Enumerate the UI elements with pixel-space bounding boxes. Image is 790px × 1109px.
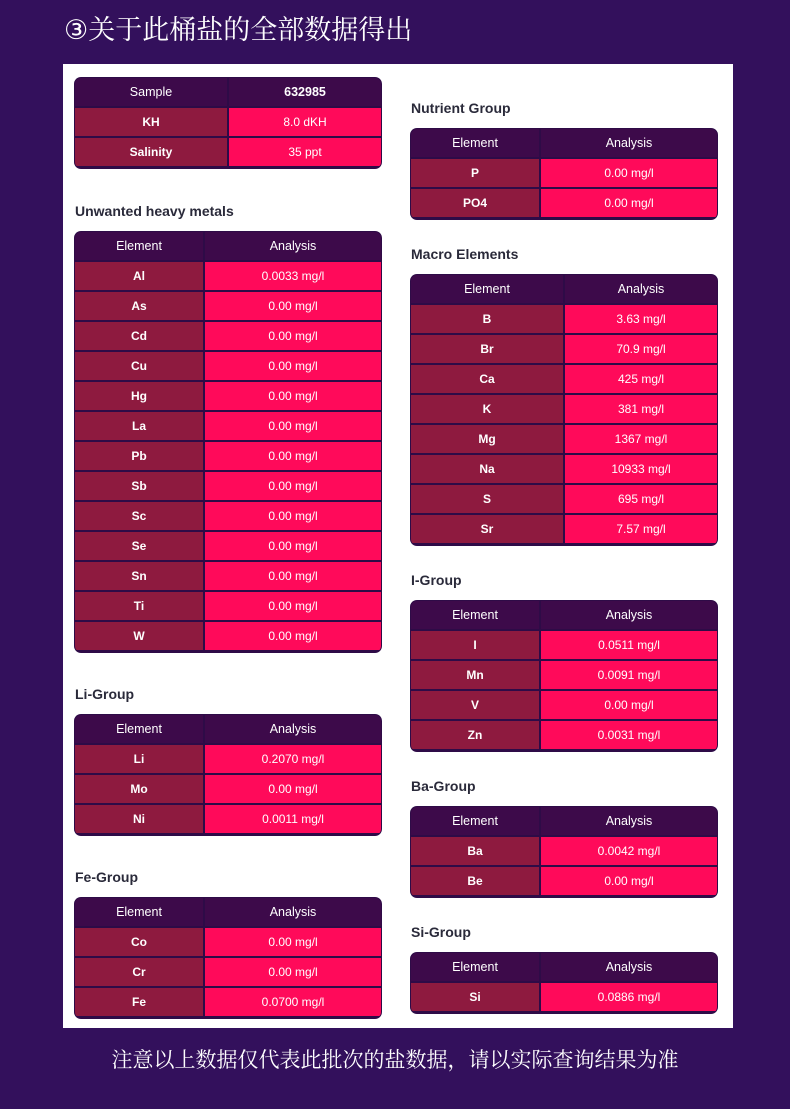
analysis-cell: 0.0042 mg/l <box>541 837 717 865</box>
table-row <box>411 629 717 659</box>
analysis-cell: 0.00 mg/l <box>541 867 717 895</box>
table-header-row <box>411 275 717 303</box>
fe-group-table <box>75 898 381 1018</box>
analysis-cell: 0.00 mg/l <box>205 292 381 320</box>
analysis-cell: 0.0033 mg/l <box>205 262 381 290</box>
element-cell: Hg <box>75 382 203 410</box>
table-row <box>75 530 381 560</box>
analysis-cell: 0.00 mg/l <box>205 958 381 986</box>
analysis-cell: 0.00 mg/l <box>205 928 381 956</box>
analysis-cell: 10933 mg/l <box>565 455 717 483</box>
analysis-cell: 695 mg/l <box>565 485 717 513</box>
element-cell: Mn <box>411 661 539 689</box>
element-cell: Cr <box>75 958 203 986</box>
element-column-header: Element <box>75 898 203 926</box>
analysis-cell: 0.00 mg/l <box>541 189 717 217</box>
table-row <box>75 106 381 136</box>
table-header-row <box>411 601 717 629</box>
table-row <box>411 333 717 363</box>
element-cell: Pb <box>75 442 203 470</box>
table-row <box>75 986 381 1016</box>
element-cell: Ti <box>75 592 203 620</box>
parameter-cell: Salinity <box>75 138 227 166</box>
sample-rows <box>75 106 381 166</box>
section-title-macro-elements: Macro Elements <box>411 246 519 262</box>
analysis-cell: 0.00 mg/l <box>205 502 381 530</box>
table-row <box>75 260 381 290</box>
heavy-metals-table <box>75 232 381 652</box>
table-header-row <box>411 807 717 835</box>
table-row <box>75 956 381 986</box>
analysis-column-header: Analysis <box>205 232 381 260</box>
table-row <box>411 981 717 1011</box>
element-cell: Sn <box>75 562 203 590</box>
table-row <box>75 500 381 530</box>
element-cell: I <box>411 631 539 659</box>
analysis-cell: 3.63 mg/l <box>565 305 717 333</box>
nutrient-group-table <box>411 129 717 219</box>
section-title-li-group: Li-Group <box>75 686 135 702</box>
table-row <box>411 157 717 187</box>
analysis-column-header: Analysis <box>541 807 717 835</box>
table-row <box>411 689 717 719</box>
section-title-si-group: Si-Group <box>411 924 471 940</box>
parameter-value-cell: 8.0 dKH <box>229 108 381 136</box>
analysis-cell: 0.00 mg/l <box>205 442 381 470</box>
element-cell: Mg <box>411 425 563 453</box>
table-row <box>411 453 717 483</box>
table-row <box>411 659 717 689</box>
element-cell: Be <box>411 867 539 895</box>
analysis-cell: 0.2070 mg/l <box>205 745 381 773</box>
analysis-cell: 0.0031 mg/l <box>541 721 717 749</box>
element-cell: Sc <box>75 502 203 530</box>
sample-label: Sample <box>75 78 227 106</box>
element-column-header: Element <box>411 601 539 629</box>
element-cell: V <box>411 691 539 719</box>
section-title-nutrient-group: Nutrient Group <box>411 100 511 116</box>
sample-header-row <box>75 78 381 106</box>
left-column <box>75 78 381 1018</box>
table-row <box>411 513 717 543</box>
element-cell: Ba <box>411 837 539 865</box>
page-title: ③关于此桶盐的全部数据得出 <box>64 15 413 46</box>
section-title-heavy-metals: Unwanted heavy metals <box>75 203 234 219</box>
analysis-column-header: Analysis <box>565 275 717 303</box>
parameter-cell: KH <box>75 108 227 136</box>
element-cell: Zn <box>411 721 539 749</box>
section-title-fe-group: Fe-Group <box>75 869 138 885</box>
analysis-cell: 0.00 mg/l <box>205 775 381 803</box>
analysis-column-header: Analysis <box>541 953 717 981</box>
element-cell: Ni <box>75 805 203 833</box>
right-column <box>411 78 717 1013</box>
table-row <box>75 136 381 166</box>
i-group-table <box>411 601 717 751</box>
table-row <box>75 410 381 440</box>
table-row <box>75 926 381 956</box>
table-row <box>75 290 381 320</box>
analysis-cell: 70.9 mg/l <box>565 335 717 363</box>
table-row <box>411 483 717 513</box>
element-column-header: Element <box>75 232 203 260</box>
analysis-cell: 0.0886 mg/l <box>541 983 717 1011</box>
parameter-value-cell: 35 ppt <box>229 138 381 166</box>
analysis-cell: 425 mg/l <box>565 365 717 393</box>
element-column-header: Element <box>411 807 539 835</box>
sample-table <box>75 78 381 168</box>
element-cell: Al <box>75 262 203 290</box>
element-cell: S <box>411 485 563 513</box>
analysis-cell: 0.00 mg/l <box>205 472 381 500</box>
element-cell: La <box>75 412 203 440</box>
element-cell: W <box>75 622 203 650</box>
table-row <box>75 590 381 620</box>
footer-note: 注意以上数据仅代表此批次的盐数据，请以实际查询结果为准 <box>111 1048 679 1072</box>
analysis-cell: 0.00 mg/l <box>205 352 381 380</box>
table-row <box>75 470 381 500</box>
analysis-cell: 0.00 mg/l <box>205 622 381 650</box>
element-cell: Li <box>75 745 203 773</box>
table-row <box>75 620 381 650</box>
analysis-panel <box>63 64 733 1028</box>
section-title-ba-group: Ba-Group <box>411 778 476 794</box>
analysis-cell: 0.00 mg/l <box>205 412 381 440</box>
table-header-row <box>75 715 381 743</box>
element-cell: P <box>411 159 539 187</box>
si-group-table <box>411 953 717 1013</box>
analysis-column-header: Analysis <box>205 715 381 743</box>
element-cell: Na <box>411 455 563 483</box>
analysis-cell: 0.00 mg/l <box>205 532 381 560</box>
table-header-row <box>75 898 381 926</box>
table-row <box>411 363 717 393</box>
analysis-cell: 0.00 mg/l <box>205 562 381 590</box>
element-cell: Si <box>411 983 539 1011</box>
analysis-cell: 0.00 mg/l <box>205 592 381 620</box>
section-title-i-group: I-Group <box>411 572 462 588</box>
analysis-cell: 0.00 mg/l <box>541 159 717 187</box>
element-cell: As <box>75 292 203 320</box>
analysis-cell: 0.0011 mg/l <box>205 805 381 833</box>
element-cell: Se <box>75 532 203 560</box>
macro-elements-table <box>411 275 717 545</box>
table-row <box>411 393 717 423</box>
analysis-cell: 7.57 mg/l <box>565 515 717 543</box>
analysis-cell: 0.0091 mg/l <box>541 661 717 689</box>
element-cell: Mo <box>75 775 203 803</box>
analysis-cell: 0.0700 mg/l <box>205 988 381 1016</box>
table-row <box>411 303 717 333</box>
sample-value: 632985 <box>229 78 381 106</box>
analysis-cell: 0.00 mg/l <box>541 691 717 719</box>
table-header-row <box>411 129 717 157</box>
analysis-cell: 381 mg/l <box>565 395 717 423</box>
table-row <box>75 773 381 803</box>
element-cell: Ca <box>411 365 563 393</box>
analysis-cell: 1367 mg/l <box>565 425 717 453</box>
element-column-header: Element <box>411 129 539 157</box>
table-row <box>411 719 717 749</box>
table-header-row <box>411 953 717 981</box>
table-row <box>75 560 381 590</box>
element-cell: Sb <box>75 472 203 500</box>
element-cell: Cd <box>75 322 203 350</box>
table-row <box>411 423 717 453</box>
table-row <box>411 835 717 865</box>
li-group-table <box>75 715 381 835</box>
table-row <box>75 743 381 773</box>
table-row <box>75 440 381 470</box>
table-row <box>411 187 717 217</box>
element-column-header: Element <box>411 275 563 303</box>
element-cell: Fe <box>75 988 203 1016</box>
element-column-header: Element <box>411 953 539 981</box>
table-row <box>75 350 381 380</box>
element-column-header: Element <box>75 715 203 743</box>
analysis-cell: 0.00 mg/l <box>205 382 381 410</box>
analysis-column-header: Analysis <box>541 601 717 629</box>
table-row <box>75 803 381 833</box>
element-cell: Cu <box>75 352 203 380</box>
element-cell: Co <box>75 928 203 956</box>
element-cell: PO4 <box>411 189 539 217</box>
element-cell: Br <box>411 335 563 363</box>
table-row <box>75 320 381 350</box>
table-row <box>411 865 717 895</box>
table-header-row <box>75 232 381 260</box>
element-cell: Sr <box>411 515 563 543</box>
table-row <box>75 380 381 410</box>
element-cell: K <box>411 395 563 423</box>
element-cell: B <box>411 305 563 333</box>
analysis-cell: 0.00 mg/l <box>205 322 381 350</box>
ba-group-table <box>411 807 717 897</box>
analysis-column-header: Analysis <box>205 898 381 926</box>
analysis-cell: 0.0511 mg/l <box>541 631 717 659</box>
analysis-column-header: Analysis <box>541 129 717 157</box>
